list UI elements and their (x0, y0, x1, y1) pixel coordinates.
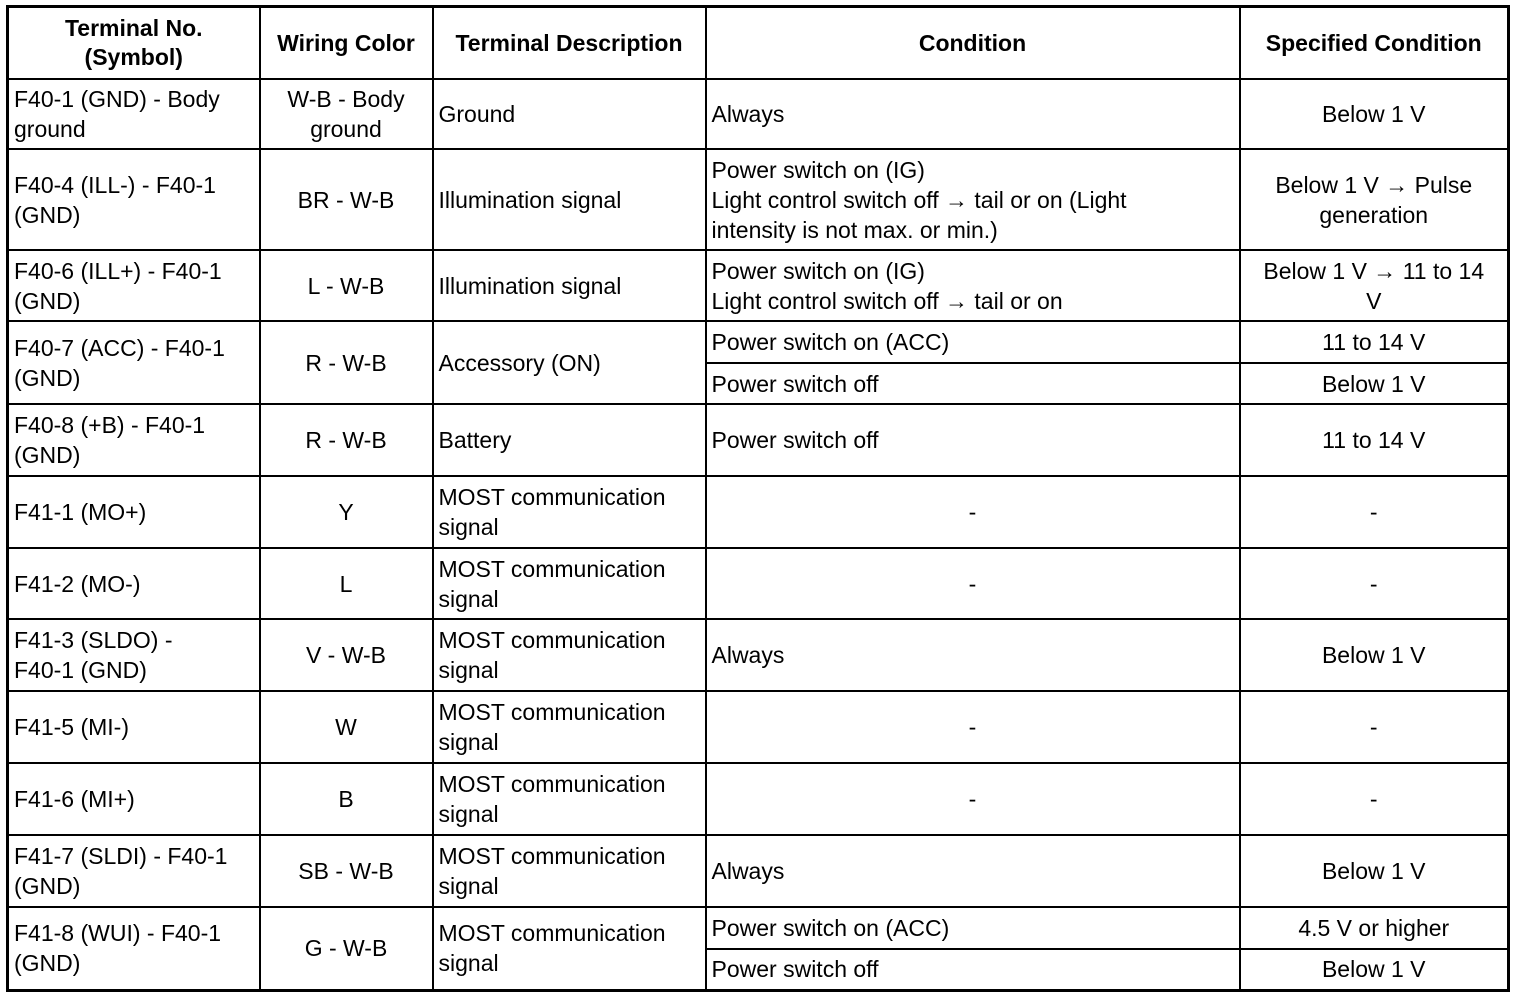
cell-description-line: signal (438, 585, 499, 612)
table-row (8, 149, 1509, 250)
cell-wiring-color (260, 79, 433, 149)
cell-condition-line: Always (711, 101, 785, 127)
cell-condition (706, 835, 1240, 907)
cell-terminal-line: (GND) (14, 201, 81, 228)
cell-terminal-line: F41-5 (MI-) (14, 714, 129, 740)
cell-condition-line: Power switch on (ACC) (711, 915, 950, 941)
cell-specified-line: Below 1 V (1321, 370, 1426, 397)
cell-terminal (8, 79, 260, 149)
cell-condition (706, 619, 1240, 691)
cell-wiring-color (260, 476, 433, 548)
cell-condition-line: Light control switch off → tail or on (Light (711, 186, 1127, 213)
cell-wiring-color (260, 321, 433, 404)
header-wiring: Wiring Color (260, 7, 433, 80)
cell-description (433, 321, 706, 404)
cell-terminal (8, 250, 260, 321)
cell-condition-line: - (968, 786, 977, 812)
cell-description (433, 404, 706, 476)
cell-terminal-line: (GND) (14, 442, 81, 468)
cell-description-line: MOST communication (438, 920, 666, 947)
cell-description-line: signal (438, 950, 499, 977)
cell-wiring-color-line: V - W-B (305, 642, 387, 668)
cell-terminal-line: F41-8 (WUI) - F40-1 (14, 920, 222, 947)
cell-specified-condition (1240, 548, 1509, 619)
cell-wiring-color-line: L (339, 570, 353, 597)
cell-description (433, 149, 706, 250)
cell-wiring-color-line: L - W-B (307, 272, 385, 299)
table-row (8, 835, 1509, 907)
cell-condition-line: Power switch off (711, 427, 879, 453)
cell-terminal-line: F40-4 (ILL-) - F40-1 (14, 171, 216, 198)
cell-description-line: Accessory (ON) (438, 349, 601, 376)
cell-terminal (8, 763, 260, 835)
table-row (8, 476, 1509, 548)
cell-condition (706, 149, 1240, 250)
cell-description-line: MOST communication (438, 627, 666, 653)
cell-wiring-color (260, 691, 433, 763)
cell-wiring-color (260, 149, 433, 250)
cell-wiring-color-line: R - W-B (305, 349, 387, 376)
cell-terminal-line: F41-7 (SLDI) - F40-1 (14, 843, 228, 869)
cell-terminal (8, 835, 260, 907)
cell-condition (706, 763, 1240, 835)
cell-terminal-line: F41-6 (MI+) (14, 786, 135, 812)
header-specified: Specified Condition (1240, 7, 1509, 80)
cell-terminal-line: (GND) (14, 364, 81, 391)
cell-description (433, 250, 706, 321)
cell-description-line: signal (438, 729, 499, 755)
cell-terminal-line: F40-8 (+B) - F40-1 (14, 412, 206, 438)
table-row (8, 321, 1509, 363)
cell-condition-line: Power switch off (711, 370, 879, 397)
cell-description-line: Battery (438, 427, 512, 453)
cell-condition-line: Power switch off (711, 956, 879, 983)
cell-wiring-color (260, 250, 433, 321)
cell-wiring-color-line: G - W-B (304, 935, 388, 962)
cell-condition-line: Power switch on (ACC) (711, 329, 950, 355)
cell-wiring-color (260, 548, 433, 619)
cell-description-line: MOST communication (438, 484, 666, 510)
cell-description (433, 763, 706, 835)
cell-condition (706, 476, 1240, 548)
header-condition: Condition (706, 7, 1240, 80)
cell-condition (706, 907, 1240, 949)
table-row (8, 763, 1509, 835)
cell-description-line: signal (438, 801, 499, 827)
cell-terminal (8, 476, 260, 548)
cell-description-line: MOST communication (438, 555, 666, 582)
cell-terminal-line: ground (14, 116, 86, 142)
table-body (8, 79, 1509, 990)
cell-specified-line: - (1369, 786, 1378, 812)
cell-terminal-line: F40-6 (ILL+) - F40-1 (14, 257, 222, 284)
cell-specified-condition (1240, 691, 1509, 763)
table-row (8, 79, 1509, 149)
cell-specified-condition (1240, 404, 1509, 476)
cell-condition (706, 949, 1240, 990)
cell-terminal (8, 548, 260, 619)
cell-wiring-color-line: R - W-B (305, 427, 387, 453)
table-row (8, 691, 1509, 763)
cell-specified-condition (1240, 476, 1509, 548)
cell-terminal-line: F41-1 (MO+) (14, 499, 147, 525)
cell-terminal-line: (GND) (14, 287, 81, 314)
cell-condition (706, 79, 1240, 149)
cell-specified-line: Below 1 V (1321, 858, 1426, 884)
cell-specified-condition (1240, 763, 1509, 835)
cell-terminal-line: F40-1 (GND) - Body (14, 86, 220, 112)
cell-condition-line: Always (711, 858, 785, 884)
cell-condition-line: intensity is not max. or min.) (711, 216, 998, 243)
cell-condition-line: Light control switch off → tail or on (711, 287, 1063, 314)
table-row (8, 548, 1509, 619)
cell-condition (706, 404, 1240, 476)
cell-description (433, 619, 706, 691)
table-row (8, 404, 1509, 476)
cell-specified-line: generation (1319, 201, 1429, 228)
cell-specified-condition (1240, 363, 1509, 404)
cell-terminal (8, 907, 260, 990)
cell-description-line: Illumination signal (438, 186, 622, 213)
cell-terminal (8, 404, 260, 476)
header-description: Terminal Description (433, 7, 706, 80)
cell-terminal (8, 149, 260, 250)
cell-wiring-color (260, 404, 433, 476)
cell-terminal (8, 691, 260, 763)
cell-wiring-color (260, 907, 433, 990)
cell-specified-condition (1240, 907, 1509, 949)
cell-specified-line: - (1369, 499, 1378, 525)
cell-description-line: MOST communication (438, 699, 666, 725)
cell-specified-condition (1240, 835, 1509, 907)
cell-condition-line: - (968, 714, 977, 740)
table-row (8, 907, 1509, 949)
cell-wiring-color-line: SB - W-B (298, 858, 394, 884)
cell-condition-line: Power switch on (IG) (711, 156, 925, 183)
cell-terminal-line: F40-7 (ACC) - F40-1 (14, 334, 225, 361)
cell-condition-line: Power switch on (IG) (711, 257, 925, 284)
cell-terminal-line: (GND) (14, 873, 81, 899)
cell-description (433, 548, 706, 619)
cell-specified-line: 11 to 14 V (1322, 329, 1426, 355)
cell-specified-condition (1240, 321, 1509, 363)
cell-wiring-color-line: ground (310, 116, 382, 142)
cell-specified-line: - (1369, 714, 1378, 740)
table-header-row (8, 7, 1509, 80)
table-row (8, 250, 1509, 321)
cell-description (433, 835, 706, 907)
cell-description-line: signal (438, 514, 499, 540)
cell-condition-line: Always (711, 642, 785, 668)
header-terminal (8, 7, 260, 80)
cell-description (433, 907, 706, 990)
cell-description (433, 691, 706, 763)
cell-specified-line: 11 to 14 V (1322, 427, 1426, 453)
cell-terminal-line: F40-1 (GND) (14, 657, 147, 683)
cell-description-line: Ground (438, 101, 516, 127)
cell-condition (706, 691, 1240, 763)
cell-condition (706, 250, 1240, 321)
cell-terminal-line: F41-2 (MO-) (14, 570, 141, 597)
cell-terminal-line: F41-3 (SLDO) - (14, 627, 173, 653)
cell-specified-line: 4.5 V or higher (1298, 915, 1450, 941)
cell-wiring-color (260, 619, 433, 691)
cell-specified-line: Below 1 V (1321, 956, 1426, 983)
terminal-spec-table (6, 5, 1510, 992)
cell-description-line: signal (438, 873, 499, 899)
cell-specified-condition (1240, 619, 1509, 691)
cell-description (433, 476, 706, 548)
cell-description-line: MOST communication (438, 843, 666, 869)
cell-terminal (8, 619, 260, 691)
cell-specified-condition (1240, 949, 1509, 990)
cell-wiring-color (260, 763, 433, 835)
cell-description-line: MOST communication (438, 771, 666, 797)
cell-description-line: signal (438, 657, 499, 683)
cell-condition (706, 548, 1240, 619)
header-terminal-line: (Symbol) (84, 44, 183, 70)
cell-wiring-color-line: W (335, 714, 357, 740)
cell-wiring-color-line: Y (338, 499, 354, 525)
cell-specified-line: Below 1 V (1321, 642, 1426, 668)
cell-specified-condition (1240, 79, 1509, 149)
cell-wiring-color-line: BR - W-B (297, 186, 395, 213)
cell-condition (706, 363, 1240, 404)
cell-description-line: Illumination signal (438, 272, 622, 299)
cell-wiring-color-line: W-B - Body (287, 86, 405, 112)
cell-specified-line: V (1366, 287, 1382, 314)
cell-specified-line: Below 1 V → 11 to 14 (1263, 257, 1485, 284)
header-terminal-line: Terminal No. (64, 15, 203, 41)
cell-specified-condition (1240, 250, 1509, 321)
table-row (8, 619, 1509, 691)
cell-condition (706, 321, 1240, 363)
cell-wiring-color (260, 835, 433, 907)
cell-wiring-color-line: B (338, 786, 354, 812)
cell-specified-condition (1240, 149, 1509, 250)
cell-condition-line: - (968, 499, 977, 525)
cell-specified-line: Below 1 V → Pulse (1275, 171, 1473, 198)
cell-specified-line: Below 1 V (1321, 101, 1426, 127)
cell-specified-line: - (1369, 570, 1378, 597)
cell-terminal (8, 321, 260, 404)
cell-description (433, 79, 706, 149)
cell-terminal-line: (GND) (14, 950, 81, 977)
cell-condition-line: - (968, 570, 977, 597)
